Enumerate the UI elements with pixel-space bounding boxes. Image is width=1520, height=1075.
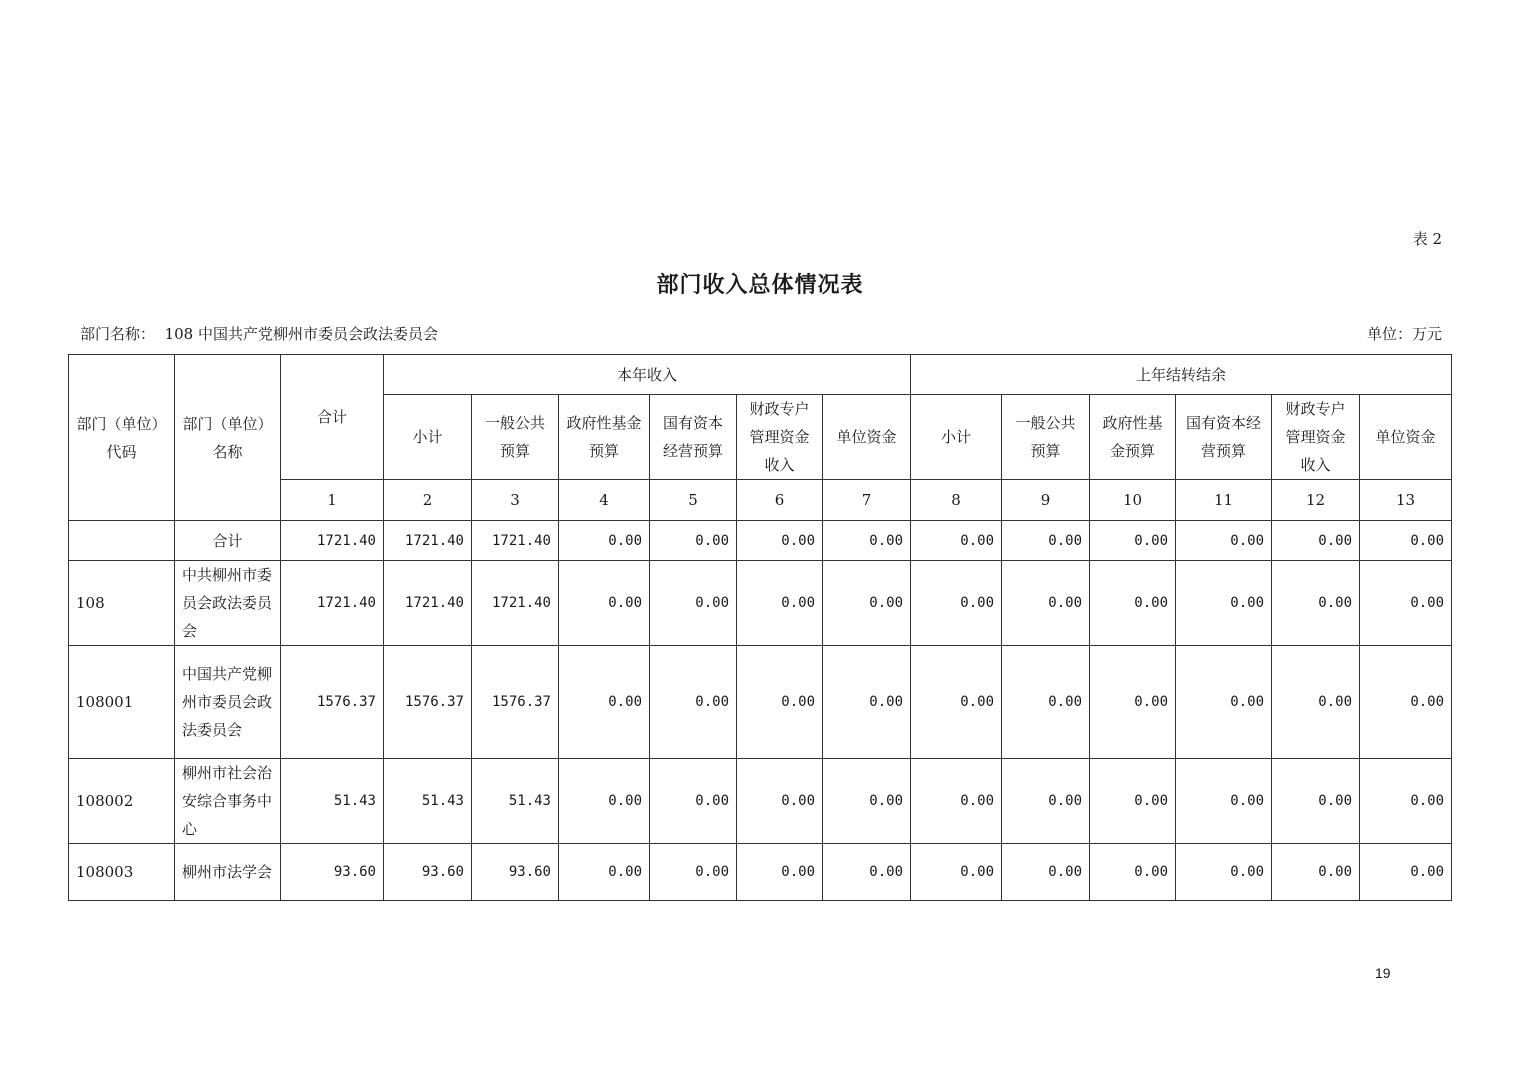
row-name: 柳州市社会治安综合事务中心 xyxy=(175,759,281,844)
table-row xyxy=(69,646,1452,759)
row-value: 1721.40 xyxy=(281,561,384,646)
header-code: 部门（单位）代码 xyxy=(69,355,175,521)
row-value: 0.00 xyxy=(911,759,1002,844)
row-code: 108 xyxy=(69,561,175,646)
table-number: 表 2 xyxy=(1412,230,1442,248)
row-value: 1721.40 xyxy=(472,521,559,561)
header-name: 部门（单位）名称 xyxy=(175,355,281,521)
column-number: 5 xyxy=(650,480,737,521)
row-value: 0.00 xyxy=(1002,844,1090,901)
row-value: 93.60 xyxy=(281,844,384,901)
table-row xyxy=(69,561,1452,646)
row-value: 0.00 xyxy=(1090,844,1176,901)
header-carry-sub: 小计 xyxy=(911,395,1002,480)
row-value: 0.00 xyxy=(911,561,1002,646)
row-value: 0.00 xyxy=(1090,759,1176,844)
table-row xyxy=(69,759,1452,844)
row-value: 0.00 xyxy=(1090,561,1176,646)
header-carry-sub: 单位资金 xyxy=(1360,395,1452,480)
row-value: 0.00 xyxy=(737,521,823,561)
row-value: 51.43 xyxy=(281,759,384,844)
row-code: 108001 xyxy=(69,646,175,759)
row-value: 0.00 xyxy=(1002,759,1090,844)
row-value: 0.00 xyxy=(1090,646,1176,759)
row-value: 0.00 xyxy=(559,759,650,844)
row-value: 0.00 xyxy=(823,561,911,646)
row-value: 0.00 xyxy=(823,759,911,844)
row-value: 1721.40 xyxy=(281,521,384,561)
row-value: 1576.37 xyxy=(472,646,559,759)
row-value: 1576.37 xyxy=(384,646,472,759)
row-value: 0.00 xyxy=(559,646,650,759)
header-total: 合计 xyxy=(281,355,384,480)
table-row xyxy=(69,521,1452,561)
header-carry-sub: 一般公共预算 xyxy=(1002,395,1090,480)
row-value: 1721.40 xyxy=(384,561,472,646)
header-current-sub: 国有资本经营预算 xyxy=(650,395,737,480)
row-value: 0.00 xyxy=(1360,561,1452,646)
row-value: 0.00 xyxy=(1360,844,1452,901)
header-current-sub: 单位资金 xyxy=(823,395,911,480)
column-number: 7 xyxy=(823,480,911,521)
row-value: 0.00 xyxy=(1002,646,1090,759)
row-value: 0.00 xyxy=(737,759,823,844)
row-value: 0.00 xyxy=(737,844,823,901)
row-value: 0.00 xyxy=(911,646,1002,759)
header-current-year: 本年收入 xyxy=(384,355,911,395)
row-value: 0.00 xyxy=(1360,759,1452,844)
department-name: 108 中国共产党柳州市委员会政法委员会 xyxy=(164,325,438,343)
row-value: 1576.37 xyxy=(281,646,384,759)
column-number: 10 xyxy=(1090,480,1176,521)
row-value: 0.00 xyxy=(1272,521,1360,561)
unit-label: 单位：万元 xyxy=(1366,325,1442,343)
row-value: 0.00 xyxy=(737,646,823,759)
row-value: 0.00 xyxy=(650,759,737,844)
header-current-sub: 一般公共预算 xyxy=(472,395,559,480)
column-number: 4 xyxy=(559,480,650,521)
row-value: 0.00 xyxy=(1176,646,1272,759)
column-number: 1 xyxy=(281,480,384,521)
row-value: 0.00 xyxy=(650,646,737,759)
row-value: 0.00 xyxy=(1176,561,1272,646)
row-value: 0.00 xyxy=(737,561,823,646)
row-value: 0.00 xyxy=(911,844,1002,901)
row-value: 0.00 xyxy=(1176,521,1272,561)
column-number: 12 xyxy=(1272,480,1360,521)
header-row-group xyxy=(69,355,1452,395)
header-current-sub: 政府性基金预算 xyxy=(559,395,650,480)
page-number: 19 xyxy=(1375,965,1391,981)
row-value: 51.43 xyxy=(472,759,559,844)
row-value: 0.00 xyxy=(823,844,911,901)
row-code xyxy=(69,521,175,561)
table-row xyxy=(69,844,1452,901)
row-name: 柳州市法学会 xyxy=(175,844,281,901)
row-value: 93.60 xyxy=(384,844,472,901)
row-value: 0.00 xyxy=(650,521,737,561)
row-value: 0.00 xyxy=(1002,521,1090,561)
row-code: 108003 xyxy=(69,844,175,901)
row-value: 1721.40 xyxy=(472,561,559,646)
row-value: 1721.40 xyxy=(384,521,472,561)
column-number: 13 xyxy=(1360,480,1452,521)
header-carry-sub: 国有资本经营预算 xyxy=(1176,395,1272,480)
page-title: 部门收入总体情况表 xyxy=(656,272,864,298)
header-current-sub: 财政专户管理资金收入 xyxy=(737,395,823,480)
row-value: 0.00 xyxy=(1360,646,1452,759)
column-number: 8 xyxy=(911,480,1002,521)
header-current-sub: 小计 xyxy=(384,395,472,480)
row-value: 0.00 xyxy=(1272,759,1360,844)
department-info xyxy=(80,323,438,344)
row-value: 0.00 xyxy=(1272,844,1360,901)
row-code: 108002 xyxy=(69,759,175,844)
column-number: 9 xyxy=(1002,480,1090,521)
row-value: 0.00 xyxy=(650,844,737,901)
row-value: 0.00 xyxy=(1272,561,1360,646)
row-value: 0.00 xyxy=(1360,521,1452,561)
income-table xyxy=(68,354,1452,901)
column-number: 11 xyxy=(1176,480,1272,521)
column-number: 6 xyxy=(737,480,823,521)
row-value: 0.00 xyxy=(1090,521,1176,561)
row-value: 51.43 xyxy=(384,759,472,844)
row-name: 中国共产党柳州市委员会政法委员会 xyxy=(175,646,281,759)
row-name: 合计 xyxy=(175,521,281,561)
row-value: 0.00 xyxy=(1272,646,1360,759)
department-label: 部门名称： xyxy=(80,325,156,343)
row-value: 0.00 xyxy=(823,646,911,759)
column-number: 3 xyxy=(472,480,559,521)
row-value: 0.00 xyxy=(1176,759,1272,844)
row-name: 中共柳州市委员会政法委员会 xyxy=(175,561,281,646)
header-carryover: 上年结转结余 xyxy=(911,355,1452,395)
header-carry-sub: 政府性基金预算 xyxy=(1090,395,1176,480)
row-value: 0.00 xyxy=(559,521,650,561)
row-value: 0.00 xyxy=(823,521,911,561)
row-value: 0.00 xyxy=(1176,844,1272,901)
column-number: 2 xyxy=(384,480,472,521)
header-carry-sub: 财政专户管理资金收入 xyxy=(1272,395,1360,480)
row-value: 0.00 xyxy=(1002,561,1090,646)
row-value: 93.60 xyxy=(472,844,559,901)
row-value: 0.00 xyxy=(911,521,1002,561)
row-value: 0.00 xyxy=(559,561,650,646)
row-value: 0.00 xyxy=(650,561,737,646)
row-value: 0.00 xyxy=(559,844,650,901)
